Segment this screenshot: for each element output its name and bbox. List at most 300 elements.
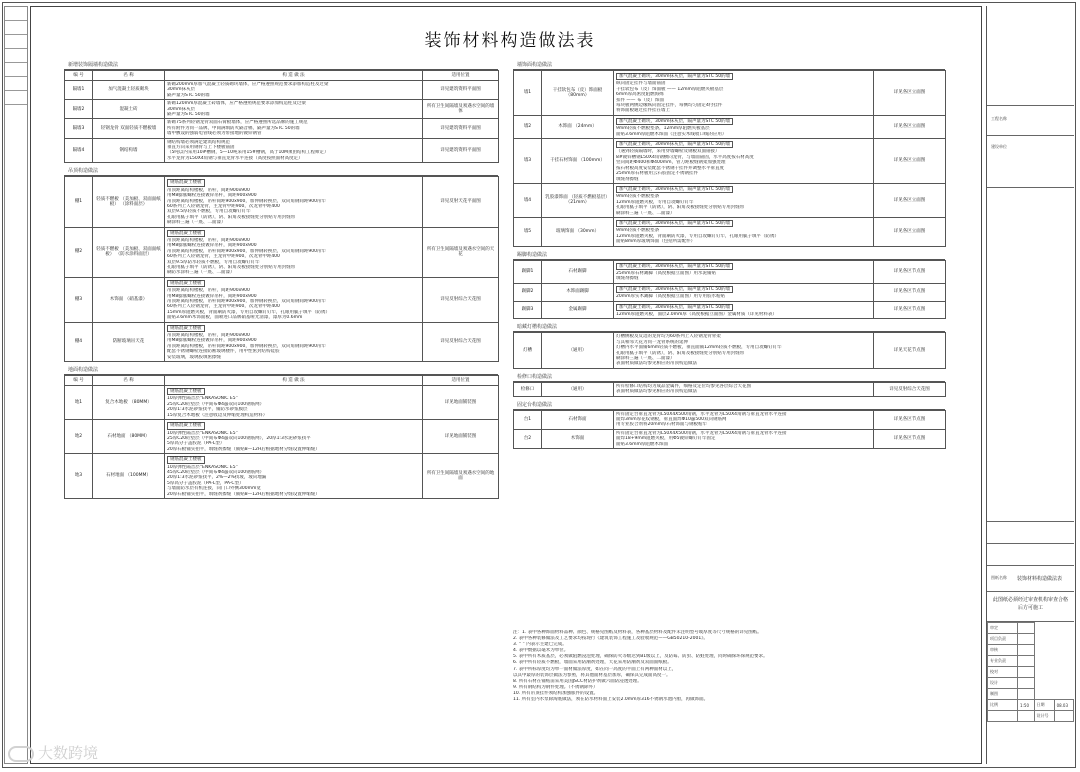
method-line: 新砌120mm厚混凝土砖墙体，应严格遵照规范要求添加构造柱及过梁 xyxy=(167,101,306,107)
meta-cell: 比例 xyxy=(988,700,1018,711)
method-line: 面贴3.6mm厚阻燃木饰面 xyxy=(616,441,668,447)
table-row xyxy=(65,227,499,277)
base-layer-box: 加气混凝土砌块，30mm抹灰层，隔声量为STC 50的墙 xyxy=(616,118,733,125)
row-usage: 详见反射综合天花图 xyxy=(874,382,946,396)
meta-cell: 日期 xyxy=(1034,700,1054,711)
method-line: 填缝剂擦缝 xyxy=(616,176,639,182)
table-row xyxy=(65,177,499,227)
section-table xyxy=(513,410,946,449)
row-method xyxy=(165,138,423,163)
row-method xyxy=(614,382,874,396)
row-code: 隔墙2 xyxy=(65,100,93,119)
row-code: 墙5 xyxy=(514,217,542,246)
row-usage: 所有卫生间隔墙及须遇水空间的天花 xyxy=(423,227,499,277)
row-code: 检修口 xyxy=(514,382,542,396)
row-code: 棚4 xyxy=(65,322,93,361)
method-line: 面焊3mm厚花纹钢板，垂直面焊Φ10@500双向钢筋网 xyxy=(616,417,727,423)
table-header-row xyxy=(65,71,499,81)
base-layer-box: 钢筋混凝土楼板 xyxy=(167,179,205,186)
meta-cell xyxy=(1018,711,1035,722)
base-layer-box: 钢筋混凝土楼板 xyxy=(167,388,205,395)
signature-role: 设计 xyxy=(988,678,1018,689)
row-usage: 详见各区节点图 xyxy=(874,260,946,283)
row-usage: 详见各区立面图 xyxy=(874,115,946,138)
method-line: 吊顶距离结构楼板，吊杆间距900x900，加伸钢转换层，双向角钢间距900吊牢 xyxy=(167,343,326,349)
row-code: 墙2 xyxy=(514,115,542,138)
review-stamp xyxy=(987,592,1074,622)
row-method xyxy=(614,429,874,448)
table-header-row xyxy=(65,376,499,386)
method-line: 吊顶距离结构楼板，吊杆间距900x900，加伸钢转换层，双向角钢间距900吊牢 xyxy=(167,248,326,254)
signature-row xyxy=(988,667,1074,678)
table-row xyxy=(514,382,946,396)
note-line: 注：1. 表中各种饰面材料品种、颜色、规格见图纸及材料表，各种基层材料及配件未注明型号或厚度等尺寸规格的详见图纸。 xyxy=(513,630,762,635)
base-layer-box: 加气混凝土砌块，30mm抹灰层，隔声量为STC 50的墙 xyxy=(616,141,733,148)
signature-role: 审核 xyxy=(988,645,1018,656)
base-layer-box: 加气混凝土砌块，30mm抹灰层，隔声量为STC 50的墙 xyxy=(616,73,733,80)
section-title: 墙饰面构造做法 xyxy=(513,60,945,70)
method-line: 5厚高分子盖胶泥（PA-L型） xyxy=(167,441,225,447)
table-row xyxy=(514,217,946,246)
method-line: 孔眼用腻子填平（防锈），阴、阳角及板接缝处分别贴专用封缝带 xyxy=(167,214,296,220)
section-table xyxy=(513,332,946,368)
section-table xyxy=(64,176,499,362)
section-table xyxy=(64,70,499,163)
table-row xyxy=(514,301,946,319)
column-header: 适用位置 xyxy=(423,376,499,386)
row-name: 轻质不燃板 （美加板、双面面纸板） （涂料面层） xyxy=(93,177,165,227)
section-title: 地面构造做法 xyxy=(64,365,498,375)
base-layer-box: 钢筋混凝土楼板 xyxy=(167,456,205,463)
table-row xyxy=(514,71,946,116)
row-usage: 详见各区节点图 xyxy=(874,429,946,448)
table-row xyxy=(65,277,499,322)
signature-blank xyxy=(1018,667,1035,678)
method-line: 与墙面防水层有机连接，向门口外侧300mm宽 xyxy=(167,486,261,492)
method-line: 面贴3.6mm木饰面板，面喷进口品牌硝基哑光清漆，漆厚为0.6mm xyxy=(167,315,303,321)
row-method xyxy=(165,100,423,119)
row-method xyxy=(614,301,874,319)
row-code: 墙1 xyxy=(514,71,542,116)
method-line: 隔声量为STC 50的墙 xyxy=(167,112,210,118)
method-line: 吊顶距离结构楼板，吊杆间距900x900，加伸钢转换层，双向角钢间距900吊牢 xyxy=(167,299,326,304)
row-code: 隔墙1 xyxy=(65,81,93,100)
table-row xyxy=(514,429,946,448)
method-line: 干挂软包布（皮）饰面板 —— 12mm厚阻燃夹板基层 xyxy=(616,86,724,92)
note-line: 3. “ ” 内表示主建已完成。 xyxy=(513,642,567,648)
signature-blank xyxy=(1018,689,1035,700)
row-name: 钢结构墙 xyxy=(93,138,165,163)
method-line: 9mm轻质不燃板垫条，12mm厚阻燃夹板基层 xyxy=(616,126,710,132)
column-header: 适用位置 xyxy=(423,71,499,81)
section-title: 踢脚构造做法 xyxy=(513,250,945,260)
method-line: 9mm轻质不燃板垫条 xyxy=(616,194,660,200)
method-line: 12mm厚阻燃夹板，背面刷防火漆，专用自攻螺钉钉牢，孔眼用腻子填平（防锈） xyxy=(616,233,779,239)
method-line: 每块板两侧边缘纵向固定挂件，每侧均匀固定4付挂件 xyxy=(616,103,723,109)
row-method xyxy=(614,260,874,283)
row-name: （通用） xyxy=(542,382,614,396)
meta-cell: 08.03 xyxy=(1054,700,1073,711)
method-line: 60系列上人轻钢龙骨，主龙骨中距900，次龙骨中距400 xyxy=(167,203,280,209)
method-line: 刷涂料三遍（一底、二面漆） xyxy=(167,220,226,226)
method-line: 20厚石板铺实拍平，填缝剂擦缝（铺贴8—12H后根据地材分缝设置伸缩缝） xyxy=(167,491,320,497)
row-name: 木饰面 xyxy=(542,429,614,448)
method-line: 用M8膨胀螺栓连接镀锌吊杆，间距900x900 xyxy=(167,193,257,199)
method-line: 刷防水涂料三遍（一底、二面漆） xyxy=(167,270,235,276)
row-usage: 详见反射综合天花图 xyxy=(423,322,499,361)
table-row xyxy=(65,81,499,100)
row-usage: 详见各区节点图 xyxy=(874,410,946,429)
binding-strip xyxy=(4,6,28,764)
row-name: 石材地面 （80MM） xyxy=(93,420,165,454)
table-row xyxy=(514,183,946,217)
row-name: 轻质不燃板 （美加板、双面面纸板） （防水涂料面层） xyxy=(93,227,165,277)
method-line: 6mm厚高密度阻燃海绵 xyxy=(616,92,664,98)
method-line: （遇到轻质隔墙时，采用穿墙螺栓及钢板双面锚接） xyxy=(616,149,720,155)
row-code: 地2 xyxy=(65,420,93,454)
row-usage: 详见各区节点图 xyxy=(874,301,946,319)
project-name-cell xyxy=(987,106,1074,136)
note-line: 11. 所有室内水泵除淘底做法，须在防水材料面上安装2.0mm厚316不锈钢水池内胆，再做饰面。 xyxy=(513,697,709,703)
row-usage: 详见反射综合天花图 xyxy=(423,277,499,322)
method-line: 用专业胶合剂将20mm厚石材饰面与钢板粘牢 xyxy=(616,422,707,428)
row-code: 踢脚3 xyxy=(514,301,542,319)
method-line: 将饰面板通过挂件挂在墙上 xyxy=(616,108,670,114)
method-line: 墙中敷设的强弱电管线必须为带接地的镀锌钢管 xyxy=(167,131,262,137)
method-line: 用M8膨胀螺栓连接镀锌吊杆，间距900x900 xyxy=(167,338,257,344)
note-line: 8. 所有石材在铺贴前采用美国JSCC材防护剂做六面防浸透处理。 xyxy=(513,678,642,684)
row-name: 轻钢龙骨 双面轻质不燃板墙 xyxy=(93,119,165,138)
signature-role: 项目负责 xyxy=(988,634,1018,645)
meta-cell: 1:50 xyxy=(1018,700,1035,711)
row-method xyxy=(165,420,423,454)
row-code: 地3 xyxy=(65,454,93,499)
row-usage: 详见反射天花平面图 xyxy=(423,177,499,227)
method-line: 新砌75系列轻钢龙骨双面石膏板墙体，应严格遵照所选品牌的施工规范 xyxy=(167,120,308,126)
signature-row xyxy=(988,678,1074,689)
method-line: 60系列上人轻钢龙骨，主龙骨中距900，次龙骨中距400 xyxy=(167,254,280,260)
base-layer-box: 钢筋混凝土楼板 xyxy=(167,325,205,332)
row-method xyxy=(614,333,874,368)
signature-blank xyxy=(1018,678,1035,689)
blank-cell xyxy=(987,188,1074,522)
method-line: 安装玻璃，玻璃胶填密擦缝 xyxy=(167,354,221,360)
signature-role: 校对 xyxy=(988,667,1018,678)
drawing-name-label: 图纸名称 xyxy=(991,575,1007,580)
method-line: 填缝剂擦缝 xyxy=(616,276,639,282)
method-line: 25厚C20砼垫层（中间布Φ4@双向100钢筋网），20厚1:3水泥砂浆找平 xyxy=(167,435,311,441)
method-line: 刷涂料三遍（一底、二面漆） xyxy=(616,356,675,362)
table-row xyxy=(514,115,946,138)
signature-blank xyxy=(1018,623,1035,634)
method-line: 吊顶距离结构楼板，吊杆，间距900x900 xyxy=(167,237,250,243)
signature-row xyxy=(988,645,1074,656)
row-name: 木饰面 （硝基漆） xyxy=(93,277,165,322)
note-line: 7. 表中所标厚度均为单一面材做法厚度，如在同一高度的平面上有两种面材以上， xyxy=(513,666,677,672)
method-line: 新砌200mm厚加气混凝土轻质砌块墙体，应严格遵照规范要求添加构造柱及过梁 xyxy=(167,82,329,87)
row-name: 乳胶漆饰面 （轻质不燃板基层） （21mm） xyxy=(542,183,614,217)
method-line: 孔眼用腻子填平（防锈），阴、阳角及板接缝处分别贴专用封缝带 xyxy=(167,264,296,270)
method-line: 25厚C20砼垫层（中间布Φ4@双向100钢筋网） xyxy=(167,401,265,407)
meta-cell xyxy=(1054,711,1073,722)
row-code: 墙3 xyxy=(514,139,542,184)
row-code: 踢脚1 xyxy=(514,260,542,283)
table-row xyxy=(65,454,499,499)
section-title: 新增装饰隔墙构造做法 xyxy=(64,60,498,70)
row-name: （通用） xyxy=(542,333,614,368)
method-line: 纵向固定挂件与墙面锚固 xyxy=(616,81,666,87)
row-usage: 详见各区立面图 xyxy=(874,183,946,217)
watermark xyxy=(8,742,98,763)
row-code: 台1 xyxy=(514,410,542,429)
client-cell xyxy=(987,136,1074,188)
watermark-logo-icon xyxy=(8,746,34,762)
section-title: 固定台构造做法 xyxy=(513,400,945,410)
signature-blank xyxy=(1018,645,1035,656)
row-name: 木饰面踢脚 xyxy=(542,283,614,301)
method-line: 所有检修口结构均为成品金属件，细格及定位均参见各层综合天花图 xyxy=(616,383,751,389)
note-line: 6. 表中所有轻质不燃板，墙面采用防潮剂处理，天花采用防潮剂及双面面纸板。 xyxy=(513,660,672,666)
table-row xyxy=(514,139,946,184)
row-method xyxy=(614,410,874,429)
section-table xyxy=(64,375,499,499)
meta-row xyxy=(988,711,1074,722)
method-line: 20厚石板铺实拍平，填缝剂擦缝（铺贴8—12H后根据地材分缝设置伸缩缝） xyxy=(167,446,320,452)
method-line: 吊顶距离结构楼板，吊杆，间距900x900 xyxy=(167,187,250,193)
note-line: 2. 表中各种装修做法及工艺要求均按现行《建筑装饰工程施工及验收规范——GB50210-2001》。 xyxy=(513,636,708,642)
note-line: 以其中最厚的装饰层做法为参照，将其他面材基层加厚，确保其完成面高度一。 xyxy=(513,672,671,678)
row-method xyxy=(165,277,423,322)
row-method xyxy=(614,283,874,301)
row-usage: 详见天花节点图 xyxy=(874,333,946,368)
method-line: 隔声量为STC 50的墙 xyxy=(167,92,210,98)
row-name: 玻璃饰面 （30mm） xyxy=(542,217,614,246)
method-line: 扣件 —— 布（皮）饰面 xyxy=(616,97,664,103)
right-column xyxy=(513,60,945,452)
meta-row xyxy=(988,700,1074,711)
base-layer-box: 钢筋混凝土楼板 xyxy=(167,280,205,287)
table-row xyxy=(65,119,499,138)
method-line: 45厚C20砼垫层（中间布Φ4@双向100钢筋网） xyxy=(167,469,265,475)
method-line: 竖向间距Φ400和Φ400mm，管刀距板缝钢架加强处理 xyxy=(616,160,726,166)
table-row xyxy=(514,283,946,301)
row-usage: 详见建筑资料平面图 xyxy=(423,138,499,163)
row-usage: 详见建筑资料平面图 xyxy=(423,81,499,100)
method-line: 用M8膨胀螺栓连接镀锌吊杆，间距900x900 xyxy=(167,243,257,249)
row-name: 干挂石材饰面 （100mm） xyxy=(542,139,614,184)
note-line: 9. 所有钢结构为钢件处理。（不锈钢除外） xyxy=(513,684,598,690)
row-method xyxy=(165,119,423,138)
method-line: 吊顶距离结构楼板，吊杆，间距900x900 xyxy=(167,333,250,339)
row-code: 棚2 xyxy=(65,227,93,277)
drawing-name: 装饰材料构造做法表 xyxy=(1016,576,1062,582)
method-line: 9mm轻质不燃板垫条 xyxy=(616,228,660,234)
row-code: 墙4 xyxy=(514,183,542,217)
row-usage: 所有卫生间隔墙及须遇水空间的地面 xyxy=(423,454,499,499)
row-name: 加气混凝土轻质砌块 xyxy=(93,81,165,100)
row-method xyxy=(614,71,874,116)
signature-row xyxy=(988,623,1074,634)
row-name: 石材饰面 xyxy=(542,410,614,429)
method-line: 水平龙骨为L50X4角钢与垂直龙骨水平连接（高度按照面材高度定） xyxy=(167,155,303,161)
method-line: 面贴3.6mm厚阻燃木饰面（注意实木线收口线的应用） xyxy=(616,131,727,137)
method-line: 刷涂料三遍（一底、二面漆） xyxy=(616,210,675,216)
row-method xyxy=(614,183,874,217)
method-line: 10厚弹性隔音层“ENKASONIC E5” xyxy=(167,430,238,436)
signature-role: 审定 xyxy=(988,623,1018,634)
method-line: 双层9.5厚轻质不燃板，专用自攻螺钉钉牢 xyxy=(167,209,251,215)
row-name: 复合木地板 （80MM） xyxy=(93,386,165,420)
row-usage: 详见各区节点图 xyxy=(874,283,946,301)
table-row xyxy=(514,260,946,283)
signature-blank xyxy=(1018,656,1035,667)
method-line: 面贴8mm厚玻璃饰面（包括所需配件） xyxy=(616,239,696,245)
method-line: 孔眼用腻子填平（防锈），阴、阳角及板接缝处分别贴专用封缝带 xyxy=(616,205,745,211)
column-header: 编 号 xyxy=(65,71,93,81)
row-method xyxy=(165,177,423,227)
sign-cell-1 xyxy=(987,522,1074,544)
section-title: 检修口构造做法 xyxy=(513,372,945,382)
row-name: 石材地面 （100MM） xyxy=(93,454,165,499)
title-block xyxy=(986,6,1074,764)
method-line: 按石材板高度安装配套不锈钢干挂件并调整水平垂直度 xyxy=(616,165,724,171)
title-block-top xyxy=(987,6,1074,106)
method-line: 吊顶距离结构楼板，吊杆间距900x900，加伸钢转换层，双向角钢间距900吊牢 xyxy=(167,198,326,204)
method-line: 30mm抹灰层 xyxy=(167,87,195,93)
project-name-label: 工程名称 xyxy=(991,116,1007,121)
base-layer-box: 加气混凝土砌块，30mm抹灰层，隔声量为STC 50的墙 xyxy=(616,186,733,193)
table-row xyxy=(514,410,946,429)
method-line: 5厚高分子盖胶泥（PA-L型，PA-C型） xyxy=(167,480,244,486)
section-table xyxy=(513,382,946,397)
method-line: 双层9.5厚防水轻质不燃板，专用自攻螺钉钉牢 xyxy=(167,259,260,265)
column-header: 编 号 xyxy=(65,376,93,386)
row-name: 混凝土砖 xyxy=(93,100,165,119)
column-header: 构 造 做 法 xyxy=(165,376,423,386)
table-row xyxy=(65,420,499,454)
section-table xyxy=(513,260,946,320)
signature-row xyxy=(988,634,1074,645)
row-method xyxy=(614,217,874,246)
row-method xyxy=(165,386,423,420)
method-line: 8#镀锌槽钢L50X4角钢横向龙骨，与墙面锚固，水平高度按石材高度 xyxy=(616,154,754,160)
row-usage: 详见各区立面图 xyxy=(874,71,946,116)
table-row xyxy=(514,333,946,368)
table-row xyxy=(65,322,499,361)
method-line: 所有固定台垂直龙骨为L50X4X500角钢，水平龙骨为L50X4角钢与垂直龙骨水平连接 xyxy=(616,430,787,436)
column-header: 构 造 做 法 xyxy=(165,71,423,81)
method-line: 12mm厚阻燃夹板，专用自攻螺钉钉牢 xyxy=(616,199,694,205)
base-layer-box: 钢筋混凝土楼板 xyxy=(167,230,205,237)
base-layer-box: 加气混凝土砌块，30mm抹灰层，隔声量为STC 50的墙 xyxy=(616,304,733,311)
row-usage: 详见地面铺装图 xyxy=(423,420,499,454)
method-line: 10厚弹性隔音层“ENKASONIC E5” xyxy=(167,396,238,402)
signature-table xyxy=(987,622,1074,722)
notes-block xyxy=(513,630,945,703)
method-line: 20厚1:3水泥砂浆找平，铺防水砂浆膜层 xyxy=(167,407,248,413)
row-method xyxy=(165,322,423,361)
section-title: 暗藏灯槽构造做法 xyxy=(513,322,945,332)
method-line: 配套不锈钢螺栓连接防断玻璃楼件，用中性密封结构硅胶 xyxy=(167,349,280,355)
method-line: 面焊18+9mm阻燃夹板，用Φ5镀锌螺钉钉牢固定 xyxy=(616,436,716,442)
watermark-text: 大数跨境 xyxy=(38,744,99,762)
row-usage: 所有卫生间隔墙及须遇水空间的墙体 xyxy=(423,100,499,119)
row-code: 隔墙4 xyxy=(65,138,93,163)
column-header: 名 称 xyxy=(93,376,165,386)
row-code: 地1 xyxy=(65,386,93,420)
meta-cell xyxy=(988,711,1018,722)
row-name: 金属踢脚 xyxy=(542,301,614,319)
method-line: 表面材质做法均参见相应的吊顶构造做法 xyxy=(616,361,697,367)
table-row xyxy=(65,138,499,163)
section-table xyxy=(513,70,946,247)
method-line: 灯槽内水平面铺6mm轻质不燃板，垂直面铺12mm轻质不燃板，专用自攻螺钉钉牢 xyxy=(616,345,782,351)
row-code: 棚1 xyxy=(65,177,93,227)
method-line: （5吨以内采用10#槽钢，5—10吨采用15#槽钢，高于10M须由结构工程师定） xyxy=(167,150,329,156)
signature-role: 制图 xyxy=(988,689,1018,700)
method-line: 25mm厚石材踢脚（高度根据立面图）用水泥铺贴 xyxy=(616,270,716,276)
base-layer-box: 加气混凝土砌块，30mm抹灰层，隔声量为STC 50的墙 xyxy=(616,220,733,227)
method-line: 20厚1:3水泥砂浆找平，2%—2%找坡，坡向地漏 xyxy=(167,475,267,481)
note-line: 4. 表中数据以毫米为单位。 xyxy=(513,648,569,654)
signature-blank xyxy=(1018,634,1035,645)
row-name: 石材踢脚 xyxy=(542,260,614,283)
stamp-text: 此图纸必须经过审查机构审查合格后方可施工 xyxy=(993,597,1069,611)
left-column xyxy=(64,60,498,502)
row-method xyxy=(614,115,874,138)
row-usage: 详见各区立面图 xyxy=(874,139,946,184)
base-layer-box: 钢筋混凝土楼板 xyxy=(167,422,205,429)
method-line: 所有固定台垂直龙骨为L50X4X500角钢，水平龙骨为L50X4角钢与垂直龙骨水平连接 xyxy=(616,411,787,417)
row-method xyxy=(165,81,423,100)
row-code: 灯槽 xyxy=(514,333,542,368)
method-line: 垂直方向采用钢骨与上下楼板锚固 xyxy=(167,145,235,151)
signature-role: 专业负责 xyxy=(988,656,1018,667)
page-title: 装饰材料构造做法表 xyxy=(424,31,596,51)
drawing-name-cell xyxy=(987,566,1074,592)
row-code: 棚3 xyxy=(65,277,93,322)
meta-cell: 设计号 xyxy=(1034,711,1054,722)
method-line: 30mm抹灰层 xyxy=(167,106,195,112)
row-code: 台2 xyxy=(514,429,542,448)
row-method xyxy=(165,454,423,499)
method-line: 孔眼用腻子填平（防锈），阴、阳角及板接缝处分别贴专用封缝带 xyxy=(616,350,745,356)
sign-cell-2 xyxy=(987,544,1074,566)
table-row xyxy=(65,100,499,119)
row-method xyxy=(165,227,423,277)
base-layer-box: 加气混凝土砌块，30mm抹灰层，隔声量为STC 50的墙 xyxy=(616,263,733,270)
note-line: 5. 表中所有木质基层，必须做阻燃浸泡处理，确保防火等级达到B1级以上，及防霉、防虫、防蛀处理，同时确保环保规范要求。 xyxy=(513,654,768,660)
row-name: 防断玻璃吊天花 xyxy=(93,322,165,361)
section-title: 吊顶构造做法 xyxy=(64,166,498,176)
method-line: 表面材质做法均参见相应的吊顶构造做法 xyxy=(616,389,697,395)
signature-row xyxy=(988,656,1074,667)
method-line: 钢结构墙必须满足建筑结构规范 xyxy=(167,139,230,145)
signature-row xyxy=(988,689,1074,700)
method-line: 与其相邻天花为同一龙骨系统的延伸 xyxy=(616,339,688,345)
base-layer-box: 加气混凝土砌块，30mm抹灰层，隔声量为STC 50的墙 xyxy=(616,286,733,293)
table-row xyxy=(65,386,499,420)
method-line: 用M8膨胀螺栓连接镀锌吊杆，间距900x900 xyxy=(167,293,257,299)
method-line: 灯槽侧板及反边的龙骨均为60系列上人轻钢龙骨骨架 xyxy=(616,334,721,340)
row-name: 木饰面 （24mm） xyxy=(542,115,614,138)
method-line: 所有附件为同一品牌，中间满填防火隔音棉，隔声量为STC 50的墙 xyxy=(167,125,300,131)
method-line: 12mm厚阻燃夹板，面层2.0mm厚（高度根据立面图）金属材质（详见材料表） xyxy=(616,312,777,317)
row-code: 隔墙3 xyxy=(65,119,93,138)
method-line: 15厚复合木地板（注意收边及伸缩处理构造材料） xyxy=(167,412,268,418)
client-label: 建设单位 xyxy=(991,144,1007,149)
row-name: 干挂软包布（皮）饰面板 （80mm） xyxy=(542,71,614,116)
